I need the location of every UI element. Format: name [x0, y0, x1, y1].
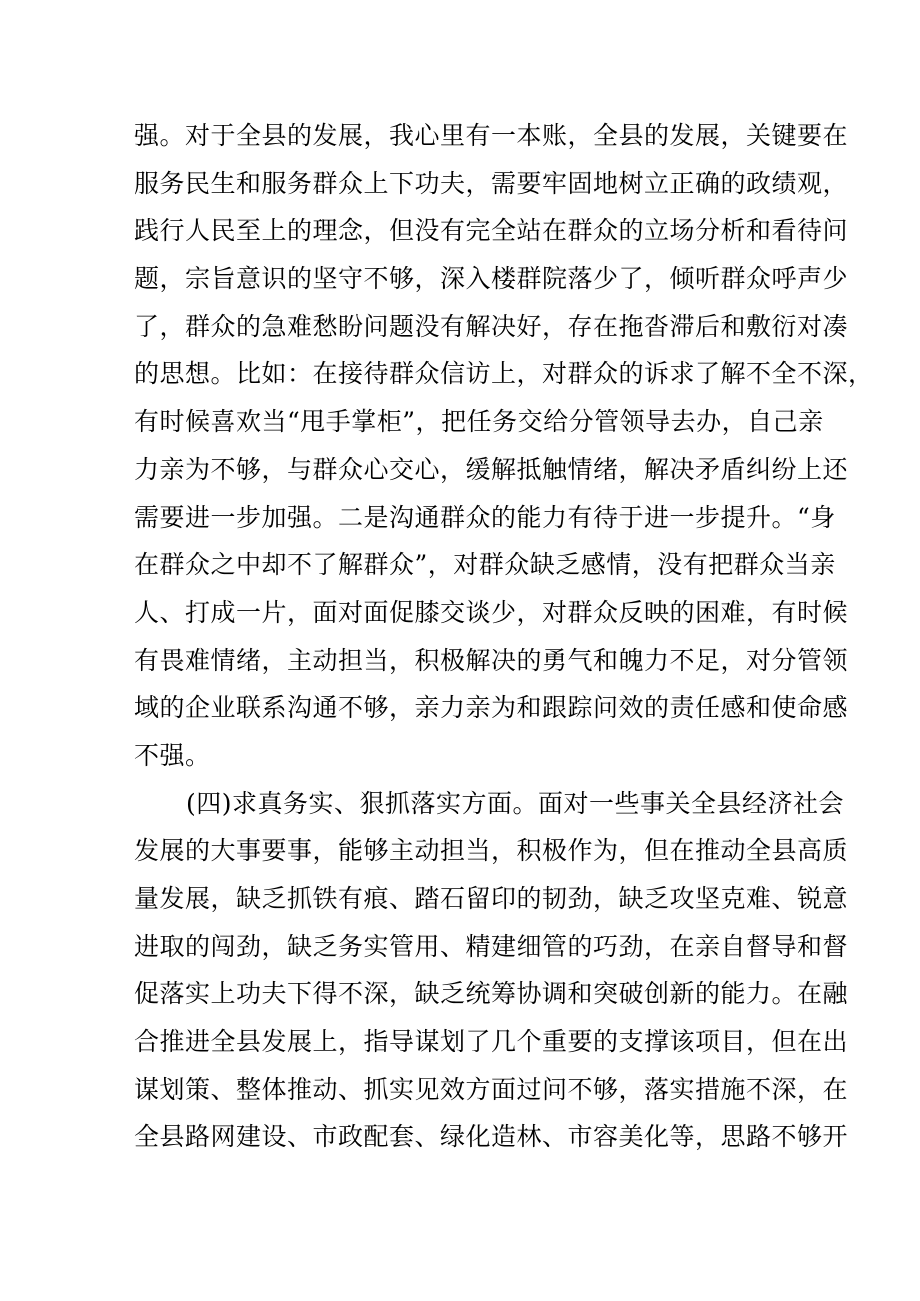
- text-line: 量发展，缺乏抓铁有痕、踏石留印的韧劲，缺乏攻坚克难、锐意: [134, 884, 849, 913]
- text-line: 谋划策、整体推动、抓实见效方面过问不够，落实措施不深，在: [134, 1074, 849, 1104]
- text-line: 需要进一步加强。二是沟通群众的能力有待于进一步提升。“身: [134, 502, 836, 532]
- text-line: 全县路网建设、市政配套、绿化造林、市容美化等，思路不够开: [134, 1122, 849, 1152]
- text-line: 进取的闯劲，缺乏务实管用、精建细管的巧劲，在亲自督导和督: [134, 931, 849, 961]
- text-line: 合推进全县发展上，指导谋划了几个重要的支撑该项目，但在出: [134, 1027, 849, 1057]
- text-line: 有时候喜欢当“甩手掌柜”，把任务交给分管领导去办，自己亲: [134, 407, 824, 437]
- section-heading-line: (四)求真务实、狠抓落实方面。面对一些事关全县经济社会: [186, 788, 845, 818]
- body-text: [134, 112, 874, 1161]
- text-line: 发展的大事要事，能够主动担当，积极作为，但在推动全县高质: [134, 836, 849, 866]
- text-line: 人、打成一片，面对面促膝交谈少，对群众反映的困难，有时候: [134, 597, 849, 627]
- text-line: 践行人民至上的理念，但没有完全站在群众的立场分析和看待问: [134, 216, 849, 246]
- text-line: 强。对于全县的发展，我心里有一本账，全县的发展，关键要在: [134, 121, 849, 150]
- text-line: 在群众之中却不了解群众”，对群众缺乏感情，没有把群众当亲: [134, 550, 836, 580]
- text-line: 有畏难情绪，主动担当，积极解决的勇气和魄力不足，对分管领: [134, 645, 849, 675]
- text-line: 服务民生和服务群众上下功夫，需要牢固地树立正确的政绩观，: [134, 168, 849, 198]
- text-line: 了，群众的急难愁盼问题没有解决好，存在拖沓滞后和敷衍对凑: [134, 311, 849, 341]
- text-line: 的思想。比如：在接待群众信访上，对群众的诉求了解不全不深，: [134, 359, 874, 389]
- text-line: 促落实上功夫下得不深，缺乏统筹协调和突破创新的能力。在融: [134, 979, 849, 1009]
- text-line: 不强。: [134, 740, 211, 770]
- text-line: 题，宗旨意识的坚守不够，深入楼群院落少了，倾听群众呼声少: [134, 264, 849, 294]
- text-line: 域的企业联系沟通不够，亲力亲为和跟踪问效的责任感和使命感: [134, 693, 849, 723]
- text-line: 力亲为不够，与群众心交心，缓解抵触情绪，解决矛盾纠纷上还: [134, 454, 849, 484]
